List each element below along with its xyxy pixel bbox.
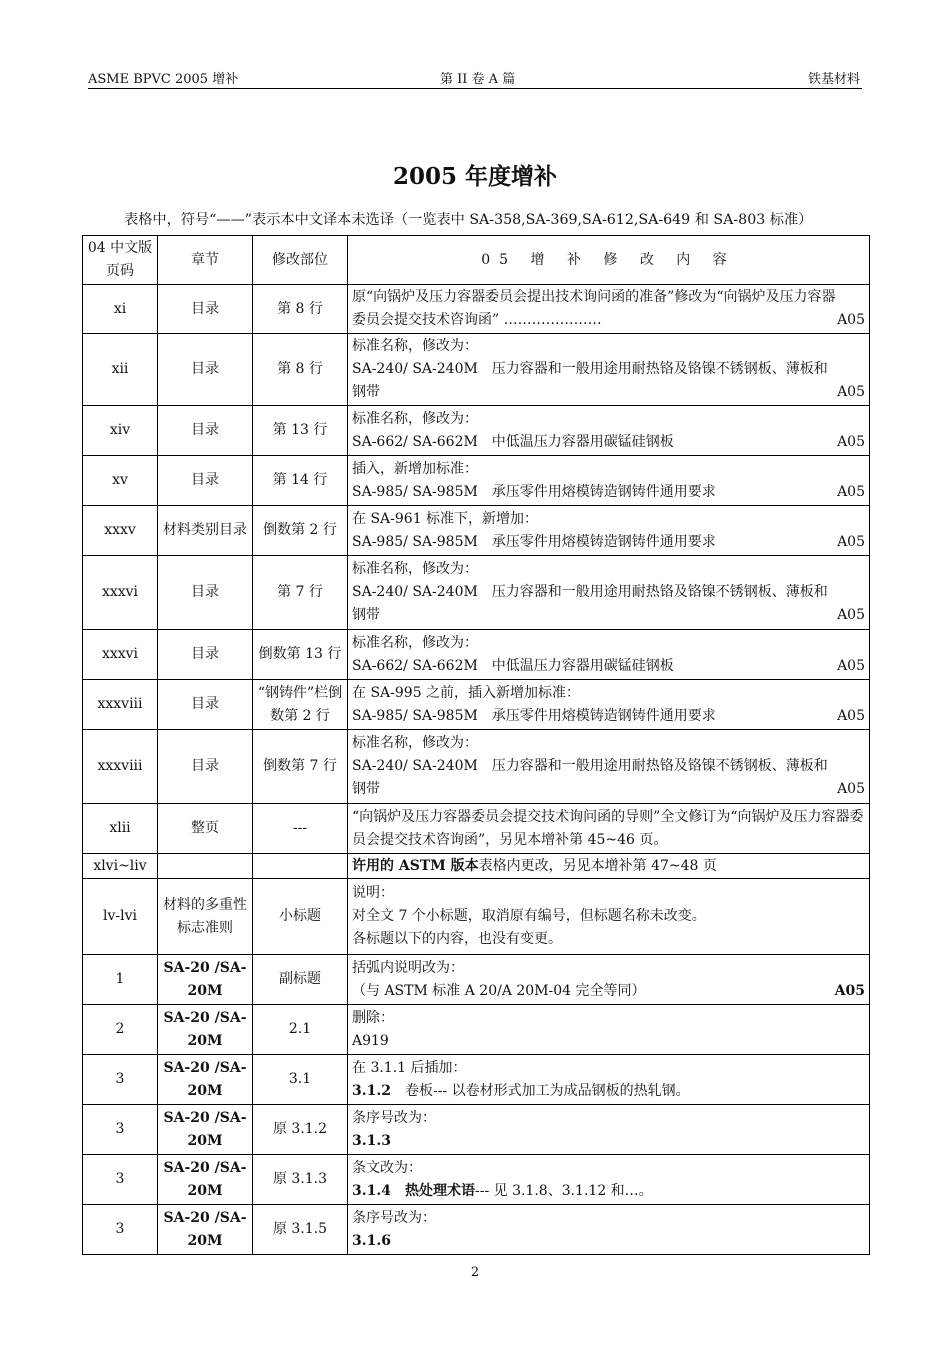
- table-header-row: [83, 236, 870, 285]
- content-line: 各标题以下的内容，也没有变更。: [352, 931, 562, 947]
- clause-number: 3.1.6: [352, 1232, 391, 1249]
- revision-tag: A05: [837, 657, 865, 674]
- table-row: [83, 680, 870, 730]
- part-cell: 第 8 行: [253, 334, 348, 406]
- table-row: [83, 334, 870, 406]
- content-cell: [348, 730, 870, 804]
- page-cell: xlvi~liv: [83, 854, 158, 879]
- content-cell: [348, 506, 870, 556]
- content-line: 条序号改为：: [352, 1209, 436, 1226]
- part-cell: 原 3.1.5: [253, 1205, 348, 1255]
- table-row: [83, 406, 870, 456]
- page-cell: 1: [83, 955, 158, 1005]
- part-cell: 第 7 行: [253, 556, 348, 630]
- part-cell: 小标题: [253, 879, 348, 955]
- revision-tag: A05: [834, 982, 865, 999]
- clause-number: 3.1.3: [352, 1132, 391, 1149]
- table-row: [83, 506, 870, 556]
- content-line: SA-985/ SA-985M 承压零件用熔模铸造钢铸件通用要求: [352, 707, 716, 724]
- chapter-cell: 目录: [158, 285, 253, 334]
- part-cell: 倒数第 7 行: [253, 730, 348, 804]
- content-line: [352, 1180, 865, 1203]
- part-cell: [253, 854, 348, 879]
- page-title: 2005 年度增补: [392, 163, 558, 190]
- table-row: [83, 1205, 870, 1255]
- chapter-cell: 目录: [158, 630, 253, 680]
- page-cell: 3: [83, 1105, 158, 1155]
- content-text: SA-240/ SA-240M 压力容器和一般用途用耐热铬及铬镍不锈钢板、薄板和钢带: [352, 584, 828, 623]
- header-left: ASME BPVC 2005 增补: [88, 72, 239, 87]
- content-line: 插入，新增加标准：: [352, 460, 478, 477]
- page-number: 2: [470, 1265, 480, 1280]
- chapter-cell: 目录: [158, 730, 253, 804]
- chapter-cell: 目录: [158, 456, 253, 506]
- content-cell: [348, 556, 870, 630]
- page-cell: xv: [83, 456, 158, 506]
- content-text: 原“向锅炉及压力容器委员会提出技术询问函的准备”修改为“向锅炉及压力容器委员会提交技术咨询函” …………………: [352, 289, 836, 328]
- page-cell: 3: [83, 1205, 158, 1255]
- content-cell: [348, 1205, 870, 1255]
- part-cell: 第 13 行: [253, 406, 348, 456]
- content-line: 对全文 7 个小标题，取消原有编号，但标题名称未改变。: [352, 908, 706, 924]
- revision-tag: A05: [837, 433, 865, 450]
- revision-tag: A05: [837, 607, 865, 623]
- page-cell: xxxv: [83, 506, 158, 556]
- content-text: SA-240/ SA-240M 压力容器和一般用途用耐热铬及铬镍不锈钢板、薄板和钢带: [352, 758, 828, 797]
- header-part: 修改部位: [253, 236, 348, 285]
- chapter-cell: 目录: [158, 680, 253, 730]
- page-cell: 3: [83, 1155, 158, 1205]
- page-cell: xi: [83, 285, 158, 334]
- page-cell: 2: [83, 1005, 158, 1055]
- part-cell: 原 3.1.2: [253, 1105, 348, 1155]
- content-bold: 许用的 ASTM 版本: [352, 857, 479, 874]
- table-note: 表格中，符号“——”表示本中文译本未选译（一览表中 SA-358,SA-369,SA-612,SA-649 和 SA-803 标准）: [124, 212, 813, 228]
- chapter-cell: 目录: [158, 556, 253, 630]
- header-center: 第 II 卷 A 篇: [440, 72, 516, 87]
- content-line: 在 SA-995 之前，插入新增加标准：: [352, 684, 581, 701]
- page-cell: xxxvi: [83, 630, 158, 680]
- content-text: 表格内更改，另见本增补第 47~48 页: [478, 857, 717, 874]
- chapter-cell: 目录: [158, 334, 253, 406]
- chapter-cell: 材料类别目录: [158, 506, 253, 556]
- header-content: 05 增 补 修 改 内 容: [348, 236, 870, 285]
- content-cell: [348, 879, 870, 955]
- page-cell: xlii: [83, 804, 158, 854]
- content-line: 说明：: [352, 885, 394, 901]
- table-row: [83, 1155, 870, 1205]
- clause-number: 3.1.2: [352, 1082, 391, 1099]
- part-cell: 3.1: [253, 1055, 348, 1105]
- page-cell: 3: [83, 1055, 158, 1105]
- page-cell: xxxviii: [83, 680, 158, 730]
- content-line: A919: [352, 1032, 389, 1049]
- part-cell: 副标题: [253, 955, 348, 1005]
- header-right: 铁基材料: [807, 72, 860, 87]
- supplement-table: [82, 235, 870, 1255]
- content-cell: [348, 285, 870, 334]
- content-cell: [348, 406, 870, 456]
- content-cell: [348, 804, 870, 854]
- table-row: [83, 955, 870, 1005]
- chapter-cell: 整页: [158, 804, 253, 854]
- content-line: 条文改为：: [352, 1159, 422, 1176]
- content-line: 在 3.1.1 后插加：: [352, 1059, 467, 1076]
- chapter-cell: SA-20 /SA-20M: [158, 1055, 253, 1105]
- content-line: 条序号改为：: [352, 1109, 436, 1126]
- header-chapter: 章节: [158, 236, 253, 285]
- content-line: （与 ASTM 标准 A 20/A 20M-04 完全等同）: [352, 982, 646, 999]
- clause-text: --- 见 3.1.8、3.1.12 和…。: [474, 1182, 653, 1199]
- part-cell: 第 14 行: [253, 456, 348, 506]
- clause-text: 卷板--- 以卷材形式加工为成品钢板的热轧钢。: [404, 1082, 690, 1099]
- content-cell: [348, 680, 870, 730]
- content-text: SA-240/ SA-240M 压力容器和一般用途用耐热铬及铬镍不锈钢板、薄板和钢带: [352, 361, 828, 400]
- content-line: 标准名称，修改为：: [352, 338, 478, 354]
- table-row: [83, 1005, 870, 1055]
- revision-tag: A05: [837, 384, 865, 400]
- page-cell: xxxviii: [83, 730, 158, 804]
- content-line: SA-662/ SA-662M 中低温压力容器用碳锰硅钢板: [352, 657, 674, 674]
- content-line: 标准名称，修改为：: [352, 410, 478, 427]
- content-cell: [348, 1105, 870, 1155]
- page-header: [88, 66, 862, 89]
- revision-tag: A05: [837, 707, 865, 724]
- content-cell: [348, 854, 870, 879]
- part-cell: “钢铸件”栏倒数第 2 行: [253, 680, 348, 730]
- revision-tag: A05: [837, 483, 865, 500]
- table-row: [83, 804, 870, 854]
- table-row: [83, 630, 870, 680]
- page-cell: xiv: [83, 406, 158, 456]
- content-line: SA-985/ SA-985M 承压零件用熔模铸造钢铸件通用要求: [352, 533, 716, 550]
- chapter-cell: SA-20 /SA-20M: [158, 1155, 253, 1205]
- content-line: [352, 1080, 865, 1103]
- content-line: 标准名称，修改为：: [352, 735, 478, 751]
- table-row: [83, 1055, 870, 1105]
- revision-tag: A05: [837, 781, 865, 797]
- page-cell: xxxvi: [83, 556, 158, 630]
- page-cell: xii: [83, 334, 158, 406]
- content-cell: [348, 955, 870, 1005]
- content-line: 括弧内说明改为：: [352, 959, 464, 976]
- clause-number: 3.1.4 热处理术语: [352, 1182, 475, 1199]
- content-line: 在 SA-961 标准下，新增加：: [352, 510, 539, 527]
- part-cell: 原 3.1.3: [253, 1155, 348, 1205]
- chapter-cell: [158, 854, 253, 879]
- table-row: [83, 730, 870, 804]
- part-cell: 倒数第 2 行: [253, 506, 348, 556]
- content-cell: [348, 1055, 870, 1105]
- content-line: 删除：: [352, 1009, 394, 1026]
- part-cell: 2.1: [253, 1005, 348, 1055]
- table-row: [83, 854, 870, 879]
- revision-tag: A05: [837, 312, 865, 328]
- page-cell: lv-lvi: [83, 879, 158, 955]
- content-line: SA-662/ SA-662M 中低温压力容器用碳锰硅钢板: [352, 433, 674, 450]
- part-cell: 第 8 行: [253, 285, 348, 334]
- header-page: 04 中文版页码: [83, 236, 158, 285]
- chapter-cell: SA-20 /SA-20M: [158, 1105, 253, 1155]
- content-cell: [348, 456, 870, 506]
- chapter-cell: SA-20 /SA-20M: [158, 1005, 253, 1055]
- table-row: [83, 285, 870, 334]
- content-text: “向锅炉及压力容器委员会提交技术询问函的导则”全文修订为“向锅炉及压力容器委员会提交技术咨询函”，另见本增补第 45~46 页。: [352, 808, 864, 848]
- chapter-cell: SA-20 /SA-20M: [158, 1205, 253, 1255]
- part-cell: 倒数第 13 行: [253, 630, 348, 680]
- table-row: [83, 1105, 870, 1155]
- table-row: [83, 879, 870, 955]
- table-row: [83, 456, 870, 506]
- content-cell: [348, 630, 870, 680]
- revision-tag: A05: [837, 533, 865, 550]
- chapter-cell: 材料的多重性标志准则: [158, 879, 253, 955]
- content-cell: [348, 1155, 870, 1205]
- content-cell: [348, 1005, 870, 1055]
- part-cell: ---: [253, 804, 348, 854]
- content-line: 标准名称，修改为：: [352, 634, 478, 651]
- chapter-cell: 目录: [158, 406, 253, 456]
- table-row: [83, 556, 870, 630]
- content-line: 标准名称，修改为：: [352, 561, 478, 577]
- content-line: SA-985/ SA-985M 承压零件用熔模铸造钢铸件通用要求: [352, 483, 716, 500]
- chapter-cell: SA-20 /SA-20M: [158, 955, 253, 1005]
- content-cell: [348, 334, 870, 406]
